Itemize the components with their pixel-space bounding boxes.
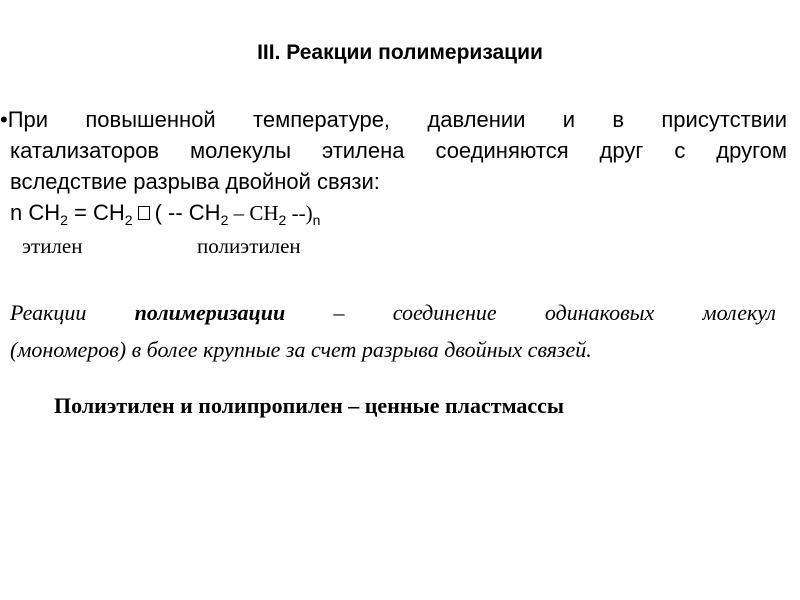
page-title: III. Реакции полимеризации [257,41,543,64]
definition-word: Реакции [10,300,87,325]
definition-rest: – соединение одинаковых молекул [333,300,777,325]
definition-line-1 [10,294,776,331]
formula-dash: – CH [228,201,279,225]
label-polyethylene: полиэтилен [197,234,301,258]
definition-paragraph [10,294,776,368]
intro-paragraph [0,104,787,197]
definition-term: полимеризации [134,300,286,325]
conclusion-text: Полиэтилен и полипропилен – ценные пластмассы [54,393,565,418]
paragraph-line-1 [0,104,787,135]
reaction-equation [10,200,320,228]
formula-sub: 2 [278,212,287,228]
formula-sub: 2 [220,212,229,228]
paragraph-line-3: вследствие разрыва двойной связи: [10,169,380,194]
definition-line-2: (мономеров) в более крупные за счет разрыва двойных связей. [10,337,592,362]
bullet-marker: • [0,107,8,132]
label-ethylene: этилен [22,234,83,258]
formula-open: ( -- CH [154,200,221,225]
formula-sub: n [312,212,321,228]
paragraph-line-1-text: При повышенной температуре, давлении и в присутствии [7,107,787,132]
arrow-placeholder-icon [138,206,150,220]
formula-close: --) [286,201,313,225]
formula-sub: 2 [124,212,133,228]
formula-equals: = CH [67,200,125,225]
formula-sub: 2 [60,212,68,228]
formula-reactant: n CH [10,200,61,225]
paragraph-line-2: катализаторов молекулы этилена соединяются друг с другом [10,138,787,163]
